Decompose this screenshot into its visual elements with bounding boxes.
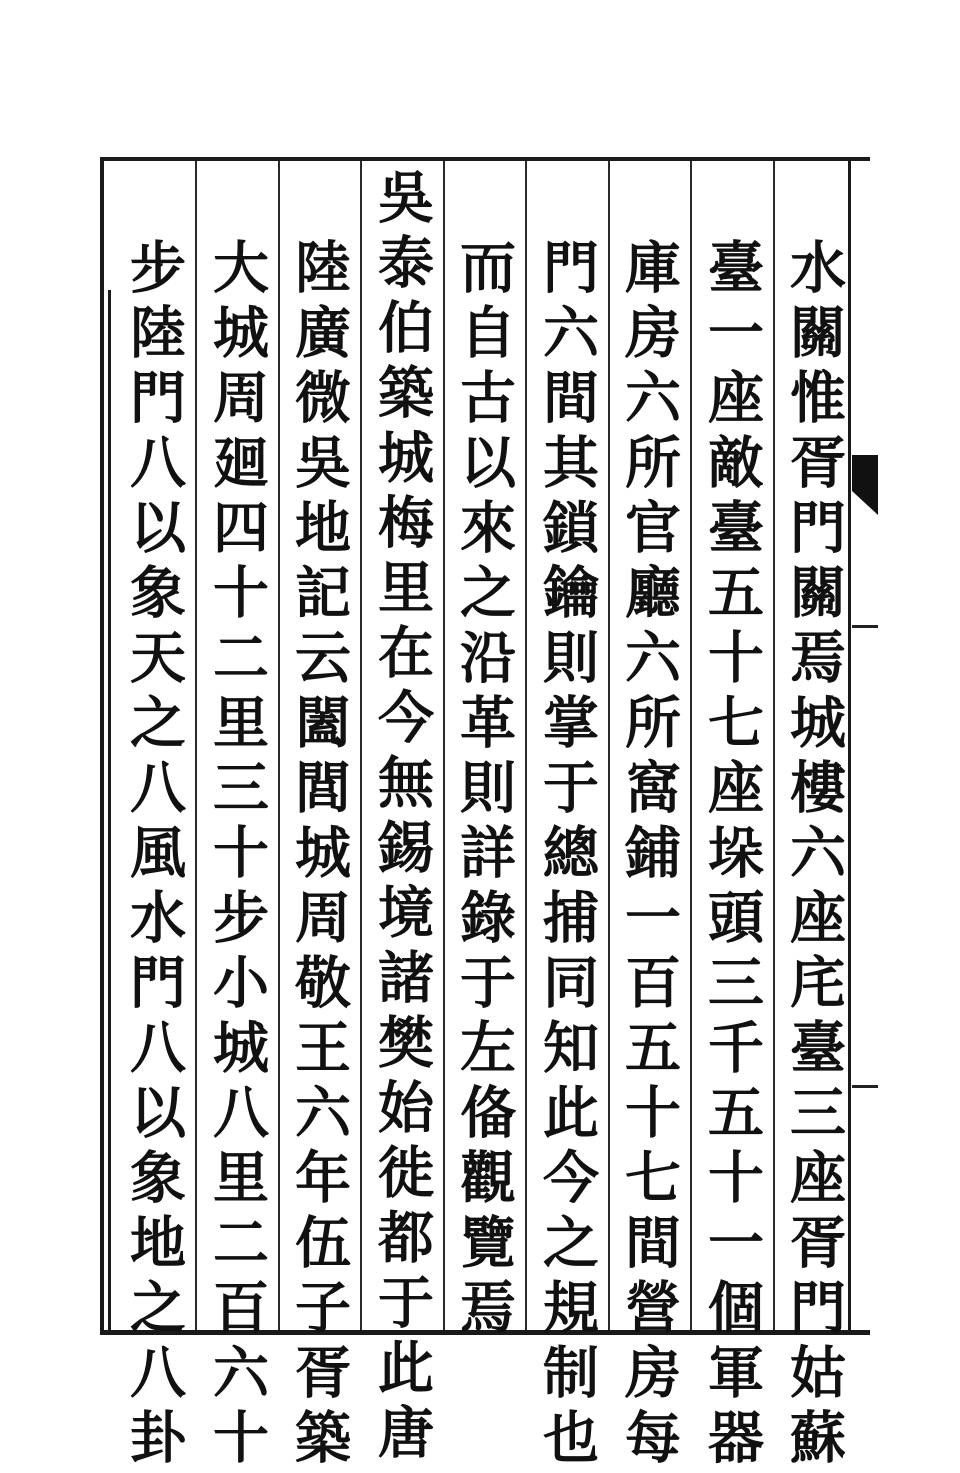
column-divider — [443, 161, 445, 1330]
column-divider — [360, 161, 362, 1330]
text-column-3: 庫房六所官廳六所窩鋪一百五十七間營房每 — [616, 238, 682, 1473]
frame-right-border — [848, 157, 851, 1335]
column-divider — [195, 161, 197, 1330]
text-column-5: 而自古以來之沿革則詳錄于左俻觀覽焉 — [451, 238, 517, 1343]
text-column-6: 吳泰伯築城梅里在今無錫境諸樊始徙都于此唐 — [369, 168, 435, 1468]
column-divider — [525, 161, 527, 1330]
text-column-4: 門六間其鎖鑰則掌于總捕同知此今之規制也 — [534, 238, 600, 1473]
column-divider — [773, 161, 775, 1330]
text-column-7: 陸廣微吳地記云闔閭城周敬王六年伍子胥築 — [286, 238, 352, 1473]
column-divider — [690, 161, 692, 1330]
fish-tail-mark — [852, 455, 878, 515]
frame-left-border — [100, 157, 104, 1335]
frame-top-border — [100, 157, 870, 161]
frame-left-inner-border — [108, 290, 111, 1330]
column-divider — [278, 161, 280, 1330]
text-column-9: 步陸門八以象天之八風水門八以象地之八卦 — [121, 238, 187, 1473]
text-column-2: 臺一座敵臺五十七座垛頭三千五十一個軍器 — [699, 238, 765, 1473]
text-column-1: 水關惟胥門關焉城樓六座㡯臺三座胥門姑蘇 — [781, 238, 847, 1473]
column-divider — [608, 161, 610, 1330]
margin-tick — [852, 625, 878, 628]
margin-tick — [852, 1085, 878, 1088]
text-column-8: 大城周廻四十二里三十步小城八里二百六十 — [204, 238, 270, 1473]
